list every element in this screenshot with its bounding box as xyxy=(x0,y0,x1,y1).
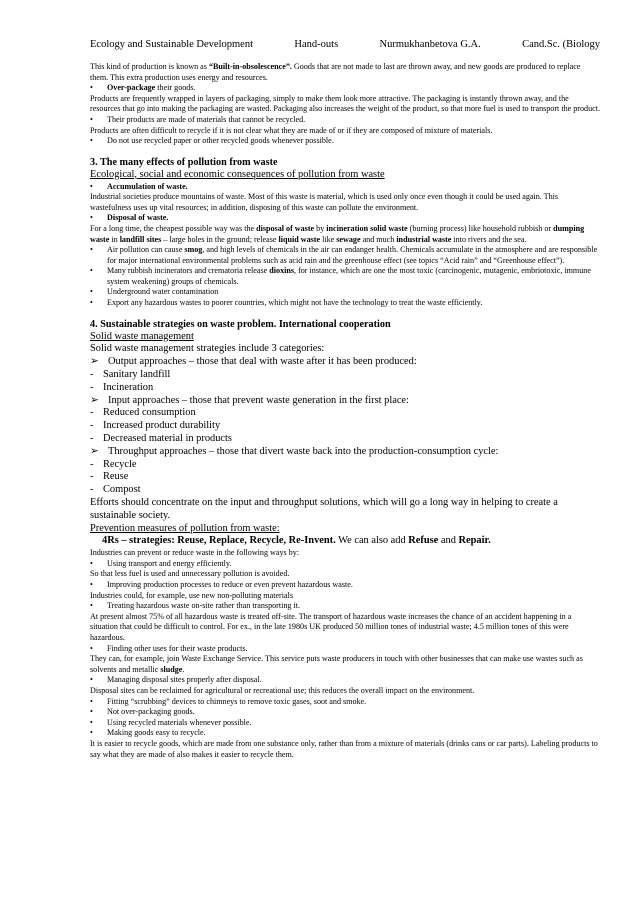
section-4-heading: 4. Sustainable strategies on waste problem. International cooperation xyxy=(90,318,391,330)
note-paragraph: They can, for example, join Waste Exchange Service. This service puts waste producers in touch with other businesses that can make use wastes such as solvents and metallic sludge. xyxy=(90,654,583,674)
list-item: • Improving production processes to reduce or even prevent hazardous waste. xyxy=(90,580,353,589)
note-paragraph: So that less fuel is used and unnecessary pollution is avoided. xyxy=(90,569,290,579)
list-item: • Making goods easy to recycle. xyxy=(90,728,206,738)
bullet-icon: • xyxy=(90,675,93,685)
header-degree: Cand.Sc. (Biology xyxy=(522,39,600,50)
list-item: ➢ Output approaches – those that deal with waste after it has been produced: xyxy=(90,356,417,368)
header-author: Nurmukhanbetova G.A. xyxy=(379,39,481,50)
recycle-paragraph: Products are often difficult to recycle if it is not clear what they are made of or if they are composed of mixture of materials. xyxy=(90,125,493,135)
intro-paragraph: This kind of production is known as “Built-in-obsolescence”. Goods that are not made to last are thrown away, and new goods are produced to replace them. This extra production uses energy and resources. xyxy=(90,62,581,82)
list-item: • Finding other uses for their waste products. xyxy=(90,643,248,653)
bullet-icon: • xyxy=(90,707,93,717)
list-item: • Treating hazardous waste on-site rather than transporting it. xyxy=(90,601,301,611)
prevention-subheading: Prevention measures of pollution from waste: xyxy=(90,522,280,534)
note-paragraph: Industries could, for example, use new non-polluting materials xyxy=(90,590,293,600)
bullet-icon: • xyxy=(90,717,93,727)
bullet-icon: • xyxy=(90,245,93,255)
categories-intro: Solid waste management strategies include 3 categories: xyxy=(90,343,325,355)
list-item: • Many rubbish incinerators and crematoria release dioxins, for instance, which are one the most toxic (carcinogenic, mutagenic, embriotoxic, immune system weakening) groups of chemicals. xyxy=(90,266,591,286)
bullet-icon: • xyxy=(90,580,93,589)
bullet-icon: • xyxy=(90,136,93,146)
bullet-icon: • xyxy=(90,83,93,93)
bullet-icon: • xyxy=(90,298,93,308)
list-item: - Decreased material in products xyxy=(90,433,232,445)
list-item: • Export any hazardous wastes to poorer countries, which might not have the technology to treat the waste efficiently. xyxy=(90,298,483,308)
note-paragraph: Disposal sites can be reclaimed for agricultural or recreational use; this reduces the overall impact on the environment. xyxy=(90,685,475,695)
list-item: - Increased product durability xyxy=(90,420,221,432)
section-3-subheading: Ecological, social and economic consequences of pollution from waste xyxy=(90,168,385,180)
note-paragraph: At present almost 75% of all hazardous waste is treated off-site. The transport of hazardous waste increases the chance of an accident happening in a situation that could be difficult to control. For ex., in the late 1980s UK produced 50 million tones of industrial waste; 4.5 million tones of this were hazardous. xyxy=(90,611,572,642)
list-item: - Sanitary landfill xyxy=(90,369,171,381)
list-item: - Incineration xyxy=(90,381,154,393)
bullet-icon: • xyxy=(90,601,93,611)
list-item: • Fitting “scrubbing” devices to chimneys to remove toxic gases, soot and smoke. xyxy=(90,696,367,706)
final-paragraph: It is easier to recycle goods, which are made from one substance only, rather than from a mixture of materials (drinks cans or car parts). Labeling products to say what they are made of also makes it easier to recycle them. xyxy=(90,738,598,759)
bullet-icon: • xyxy=(90,558,93,568)
list-item: ➢ Input approaches – those that prevent waste generation in the first place: xyxy=(90,394,409,406)
list-item: • Air pollution can cause smog, and high levels of chemicals in the air can endanger health. Chemicals accumulate in the atmosphere and are responsible for major international environmental problems such as acid rain and the greenhouse effect (see topics “Acid rain” and “Greenhouse effect”). xyxy=(90,245,598,265)
packaging-paragraph: Products are frequently wrapped in layers of packaging, simply to make them look more attractive. The packaging is instantly thrown away, and the resources that go into making the packaging are wasted. Packaging also increases the weight of the product, so that more fuel is used to transport the product. xyxy=(90,93,600,114)
arrow-bullet-icon: ➢ xyxy=(90,394,99,406)
list-item: • Accumulation of waste. xyxy=(90,181,188,191)
list-item: • Using transport and energy efficiently. xyxy=(90,558,232,568)
industries-intro: Industries can prevent or reduce waste in the following ways by: xyxy=(90,548,300,558)
list-item: • Using recycled materials whenever possible. xyxy=(90,717,252,727)
list-item: • Not over-packaging goods. xyxy=(90,707,195,717)
list-item: • Managing disposal sites properly after disposal. xyxy=(90,675,262,685)
list-item: • Disposal of waste. xyxy=(90,213,169,223)
page-header xyxy=(90,38,600,51)
section-3-heading: 3. The many effects of pollution from waste xyxy=(90,156,278,168)
bullet-icon: • xyxy=(90,696,93,706)
list-item: • Do not use recycled paper or other recycled goods whenever possible. xyxy=(90,136,334,146)
list-item: - Compost xyxy=(90,484,141,496)
list-item: - Recycle xyxy=(90,458,137,470)
section-4 xyxy=(90,318,600,760)
bullet-icon: • xyxy=(90,114,93,124)
arrow-bullet-icon: ➢ xyxy=(90,356,99,368)
section-4-subheading: Solid waste management xyxy=(90,330,194,342)
list-item: ➢ Throughput approaches – those that divert waste back into the production-consumption cycle: xyxy=(90,445,499,457)
bullet-icon: • xyxy=(90,181,93,191)
efforts-paragraph: Efforts should concentrate on the input and throughput solutions, which will go a long way in helping to create a sustainable society. xyxy=(90,497,558,521)
section-3 xyxy=(90,156,600,309)
disposal-paragraph: For a long time, the cheapest possible way was the disposal of waste by incineration solid waste (burning process) like household rubbish or dumping waste in landfill sites – large holes in the ground; release liquid waste like sewage and much industrial waste into rivers and the sea. xyxy=(90,223,585,244)
list-item: • Over-package their goods. xyxy=(90,83,196,93)
four-rs-line: 4Rs – strategies: Reuse, Replace, Recycle, Re-Invent. We can also add Refuse and Repair. xyxy=(102,535,491,547)
bullet-icon: • xyxy=(90,728,93,738)
bullet-icon: • xyxy=(90,266,93,276)
accumulation-paragraph: Industrial societies produce mountains of waste. Most of this waste is material, which is used only once even though it could be used again. This wastefulness uses up vital resources; in addition, disposing of this waste can pollute the environment. xyxy=(90,192,559,212)
list-item: • Underground water contamination xyxy=(90,287,219,297)
arrow-bullet-icon: ➢ xyxy=(90,445,99,457)
list-item: • Their products are made of materials that cannot be recycled. xyxy=(90,114,306,124)
bullet-icon: • xyxy=(90,287,93,297)
list-item: - Reuse xyxy=(90,471,129,483)
intro-block xyxy=(90,62,600,147)
header-course: Ecology and Sustainable Development xyxy=(90,39,254,50)
header-type: Hand-outs xyxy=(294,39,339,50)
list-item: - Reduced consumption xyxy=(90,407,196,419)
bullet-icon: • xyxy=(90,643,93,653)
bullet-icon: • xyxy=(90,213,93,223)
